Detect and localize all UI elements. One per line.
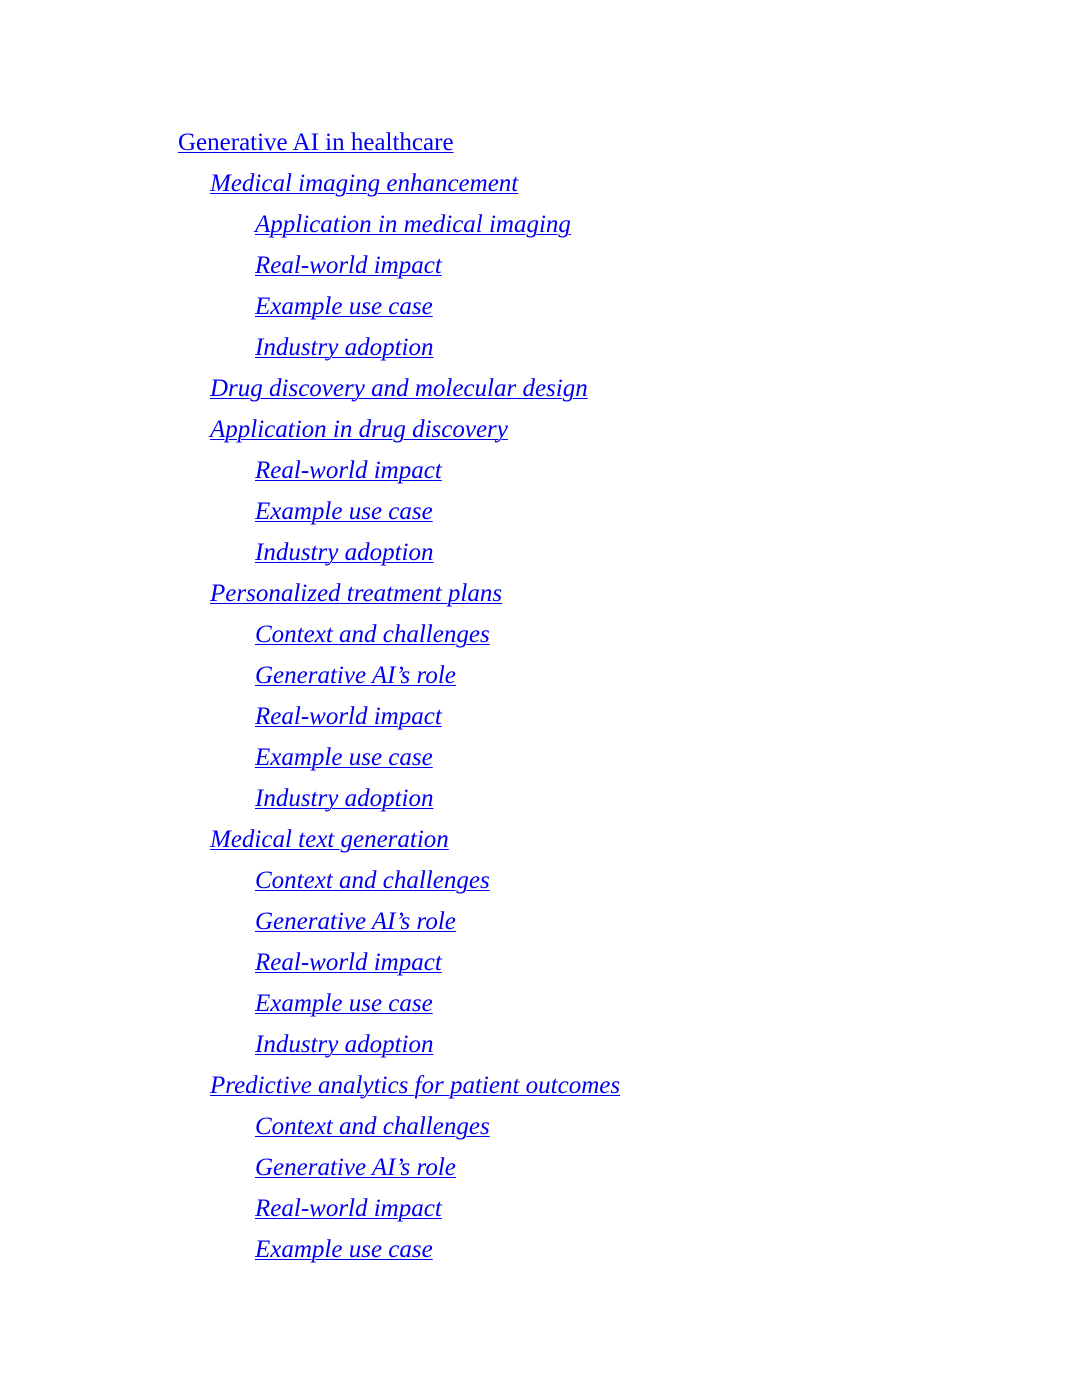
toc-entry-industry-adoption <box>0 1024 1080 1065</box>
toc-link[interactable]: Example use case <box>255 293 433 320</box>
toc-entry-application-in-medical-imaging <box>0 204 1080 245</box>
toc-link[interactable]: Industry adoption <box>255 785 434 812</box>
toc-entry-industry-adoption <box>0 327 1080 368</box>
toc-entry-industry-adoption <box>0 778 1080 819</box>
toc-entry-example-use-case <box>0 1229 1080 1270</box>
toc-link[interactable]: Context and challenges <box>255 621 490 648</box>
toc-entry-medical-text-generation <box>0 819 1080 860</box>
toc-link[interactable]: Application in drug discovery <box>210 416 508 443</box>
toc-link[interactable]: Medical imaging enhancement <box>210 170 519 197</box>
toc-link[interactable]: Generative AI’s role <box>255 1154 456 1181</box>
toc-link[interactable]: Real-world impact <box>255 252 442 279</box>
toc-entry-real-world-impact <box>0 942 1080 983</box>
toc-link[interactable]: Context and challenges <box>255 1113 490 1140</box>
table-of-contents <box>0 122 1080 1270</box>
toc-entry-real-world-impact <box>0 450 1080 491</box>
toc-link[interactable]: Example use case <box>255 990 433 1017</box>
toc-entry-personalized-treatment-plans <box>0 573 1080 614</box>
toc-link[interactable]: Real-world impact <box>255 457 442 484</box>
toc-entry-example-use-case <box>0 737 1080 778</box>
toc-entry-real-world-impact <box>0 696 1080 737</box>
toc-entry-real-world-impact <box>0 1188 1080 1229</box>
toc-entry-generative-ais-role <box>0 655 1080 696</box>
toc-entry-industry-adoption <box>0 532 1080 573</box>
toc-entry-context-and-challenges <box>0 1106 1080 1147</box>
toc-entry-example-use-case <box>0 983 1080 1024</box>
toc-link[interactable]: Drug discovery and molecular design <box>210 375 588 402</box>
toc-entry-predictive-analytics-for-patient-outcomes <box>0 1065 1080 1106</box>
toc-link[interactable]: Generative AI in healthcare <box>178 129 454 156</box>
toc-entry-example-use-case <box>0 491 1080 532</box>
toc-link[interactable]: Generative AI’s role <box>255 908 456 935</box>
toc-link[interactable]: Real-world impact <box>255 1195 442 1222</box>
toc-entry-context-and-challenges <box>0 860 1080 901</box>
toc-entry-application-in-drug-discovery <box>0 409 1080 450</box>
toc-entry-medical-imaging-enhancement <box>0 163 1080 204</box>
toc-link[interactable]: Real-world impact <box>255 703 442 730</box>
toc-link[interactable]: Predictive analytics for patient outcomes <box>210 1072 621 1099</box>
toc-link[interactable]: Medical text generation <box>210 826 449 853</box>
toc-link[interactable]: Personalized treatment plans <box>210 580 503 607</box>
toc-entry-generative-ais-role <box>0 1147 1080 1188</box>
toc-entry-real-world-impact <box>0 245 1080 286</box>
toc-link[interactable]: Real-world impact <box>255 949 442 976</box>
toc-link[interactable]: Example use case <box>255 498 433 525</box>
toc-link[interactable]: Generative AI’s role <box>255 662 456 689</box>
toc-link[interactable]: Industry adoption <box>255 334 434 361</box>
toc-link[interactable]: Industry adoption <box>255 539 434 566</box>
toc-entry-example-use-case <box>0 286 1080 327</box>
toc-link[interactable]: Industry adoption <box>255 1031 434 1058</box>
toc-entry-drug-discovery-and-molecular-design <box>0 368 1080 409</box>
toc-link[interactable]: Context and challenges <box>255 867 490 894</box>
toc-link[interactable]: Example use case <box>255 1236 433 1263</box>
toc-entry-generative-ai-in-healthcare <box>0 122 1080 163</box>
toc-link[interactable]: Example use case <box>255 744 433 771</box>
toc-entry-context-and-challenges <box>0 614 1080 655</box>
toc-link[interactable]: Application in medical imaging <box>255 211 571 238</box>
toc-entry-generative-ais-role <box>0 901 1080 942</box>
